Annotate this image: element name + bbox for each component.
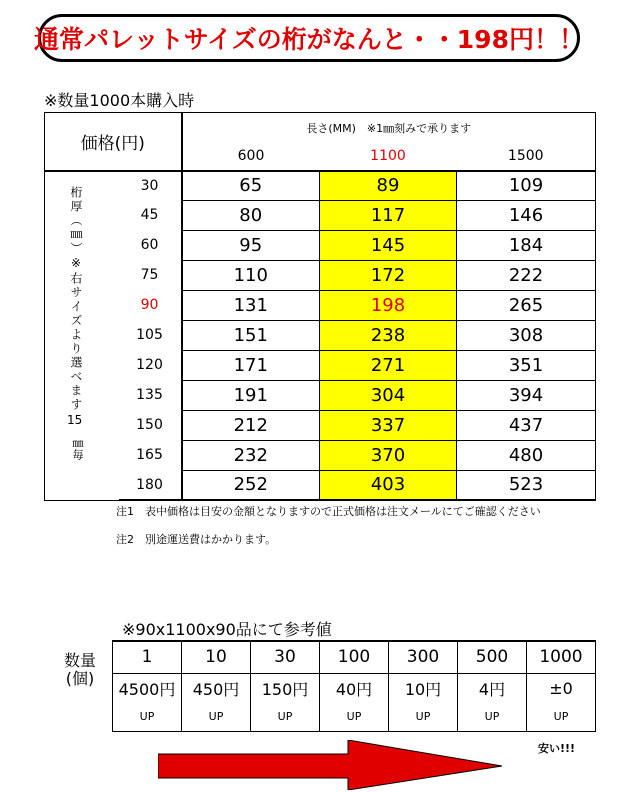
- price-row: [45, 470, 596, 500]
- price-row: [45, 440, 596, 470]
- price-table: [44, 112, 596, 501]
- price-cell: 252: [182, 470, 320, 500]
- up-label: UP: [182, 703, 251, 731]
- price-row: [45, 171, 596, 201]
- quantity-cell: 1000: [527, 641, 596, 673]
- price-cell: 394: [457, 380, 596, 410]
- surcharge-cell: 150円: [251, 673, 320, 703]
- price-cell: 304: [320, 380, 457, 410]
- price-row: [45, 290, 596, 320]
- up-label: UP: [113, 703, 182, 731]
- thickness-value: 60: [119, 230, 182, 260]
- surcharge-cell: 4500円: [113, 673, 182, 703]
- price-cell: 172: [320, 260, 457, 290]
- quantity-cell: 300: [389, 641, 458, 673]
- headline-text: 通常パレットサイズの桁がなんと・・198円！！: [34, 25, 584, 54]
- up-label: UP: [251, 703, 320, 731]
- length-1100: 1100: [320, 143, 457, 171]
- cheap-label: 安い!!!: [538, 742, 576, 755]
- thickness-value: 135: [119, 380, 182, 410]
- price-cell: 109: [457, 171, 596, 201]
- price-cell: 95: [182, 230, 320, 260]
- price-cell: 238: [320, 320, 457, 350]
- length-1500: 1500: [457, 143, 596, 171]
- price-cell: 110: [182, 260, 320, 290]
- price-cell: 80: [182, 200, 320, 230]
- price-cell: 403: [320, 470, 457, 500]
- length-600: 600: [182, 143, 320, 171]
- price-cell: 232: [182, 440, 320, 470]
- quantity-cell: 30: [251, 641, 320, 673]
- price-row: [45, 230, 596, 260]
- thickness-value: 90: [119, 290, 182, 320]
- thickness-value: 150: [119, 410, 182, 440]
- price-cell: 308: [457, 320, 596, 350]
- surcharge-cell: 4円: [458, 673, 527, 703]
- price-cell: 184: [457, 230, 596, 260]
- quantity-cell: 500: [458, 641, 527, 673]
- price-cell: 146: [457, 200, 596, 230]
- price-cell: 271: [320, 350, 457, 380]
- price-row: [45, 380, 596, 410]
- up-label: UP: [320, 703, 389, 731]
- note-1: 注1 表中価格は目安の金額となりますので正式価格は注文メールにてご確認ください: [116, 505, 541, 518]
- price-cell: 222: [457, 260, 596, 290]
- quantity-table-caption: ※90x1100x90品にて参考値: [122, 620, 332, 639]
- thickness-value: 45: [119, 200, 182, 230]
- length-header: 長さ(MM) ※1㎜刻みで承ります: [182, 113, 596, 143]
- thickness-value: 180: [119, 470, 182, 500]
- arrow-shape: [158, 740, 502, 790]
- price-row: [45, 410, 596, 440]
- quantity-label: [58, 652, 102, 688]
- note-2: 注2 別途運送費はかかります。: [116, 533, 277, 546]
- surcharge-cell: 10円: [389, 673, 458, 703]
- surcharge-cell: 450円: [182, 673, 251, 703]
- price-cell: 117: [320, 200, 457, 230]
- surcharge-cell: 40円: [320, 673, 389, 703]
- headline-banner: [34, 14, 584, 62]
- right-arrow-icon: [158, 740, 518, 790]
- price-cell: 337: [320, 410, 457, 440]
- quantity-label-unit: (個): [65, 669, 95, 688]
- thickness-value: 120: [119, 350, 182, 380]
- thickness-value: 105: [119, 320, 182, 350]
- price-row: [45, 200, 596, 230]
- price-cell: 151: [182, 320, 320, 350]
- price-cell: 191: [182, 380, 320, 410]
- price-cell: 437: [457, 410, 596, 440]
- thickness-value: 30: [119, 171, 182, 201]
- price-cell: 212: [182, 410, 320, 440]
- price-cell: 65: [182, 171, 320, 201]
- price-cell: 145: [320, 230, 457, 260]
- price-cell: 198: [320, 290, 457, 320]
- thickness-value: 75: [119, 260, 182, 290]
- thickness-step-unit: ㎜毎: [71, 437, 84, 460]
- price-cell: 351: [457, 350, 596, 380]
- price-cell: 131: [182, 290, 320, 320]
- price-row: [45, 260, 596, 290]
- quantity-table: [112, 640, 596, 732]
- surcharge-cell: ±0: [527, 673, 596, 703]
- up-label: UP: [389, 703, 458, 731]
- price-table-caption: ※数量1000本購入時: [44, 91, 195, 110]
- thickness-step: 15: [67, 412, 83, 427]
- up-label: UP: [527, 703, 596, 731]
- up-label: UP: [458, 703, 527, 731]
- price-cell: 480: [457, 440, 596, 470]
- quantity-label-text: 数量: [63, 651, 96, 670]
- quantity-cell: 10: [182, 641, 251, 673]
- price-cell: 265: [457, 290, 596, 320]
- price-row: [45, 350, 596, 380]
- quantity-cell: 1: [113, 641, 182, 673]
- price-cell: 89: [320, 171, 457, 201]
- price-cell: 523: [457, 470, 596, 500]
- price-header: 価格(円): [45, 113, 182, 171]
- thickness-side-label: [45, 171, 119, 501]
- price-cell: 171: [182, 350, 320, 380]
- thickness-note: 桁厚（㎜）※右サイズより選べます: [69, 185, 83, 412]
- quantity-cell: 100: [320, 641, 389, 673]
- thickness-value: 165: [119, 440, 182, 470]
- price-cell: 370: [320, 440, 457, 470]
- price-row: [45, 320, 596, 350]
